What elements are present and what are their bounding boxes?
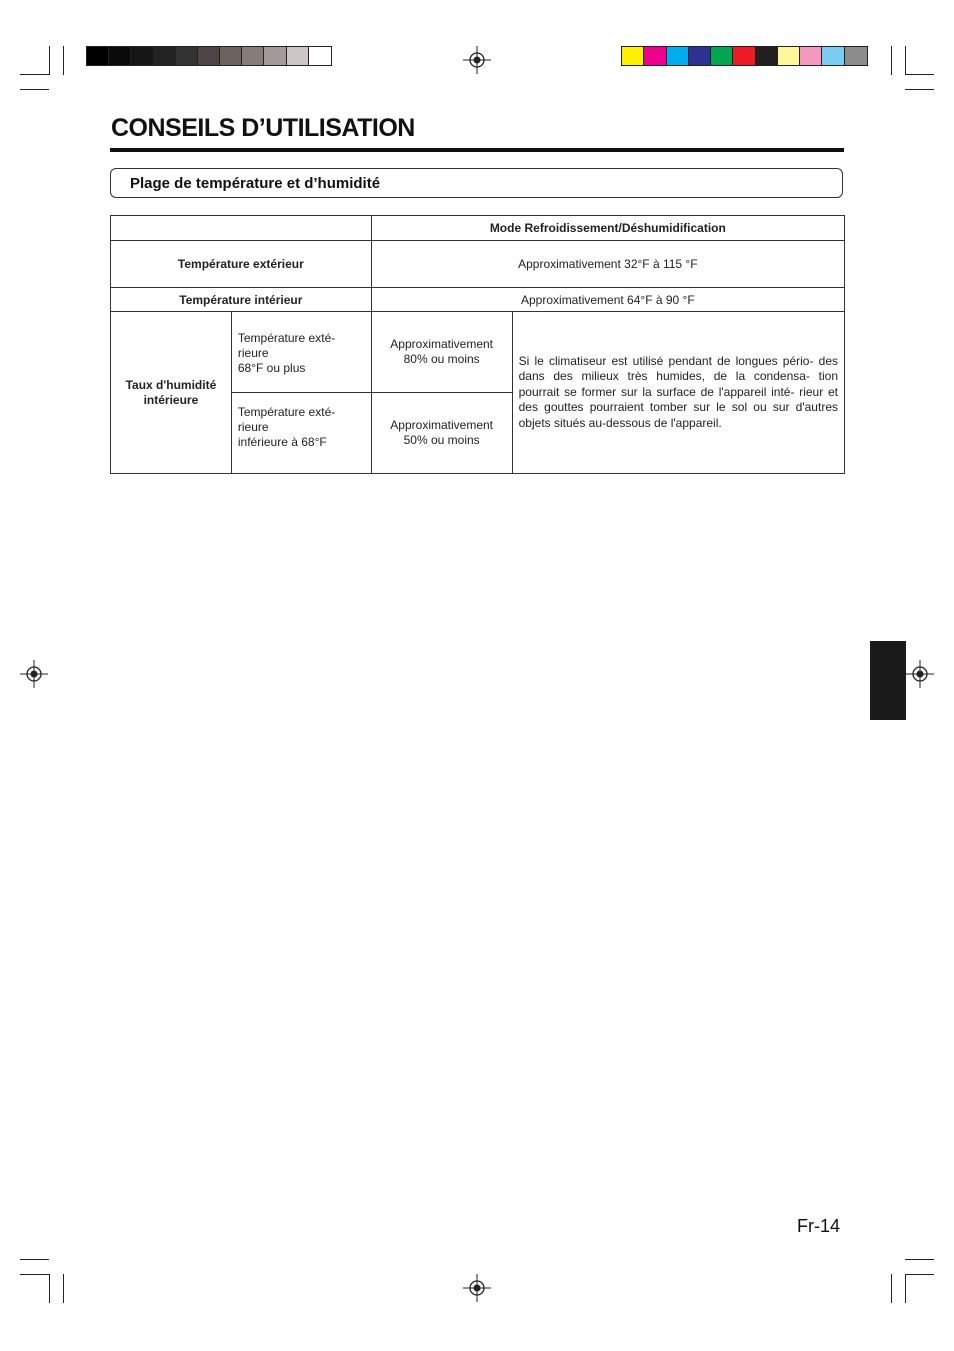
value-line: 80% ou moins bbox=[403, 352, 480, 366]
condensation-note: Si le climatiseur est utilisé pendant de longues pério- des dans des milieux très humides, de la condensa- tion pourrait se former sur la surface de l'appareil inté- rieur et des gouttes pourraient tomber sur le sol ou sur d'autres objets situés au-dessous de l'appareil. bbox=[512, 312, 844, 474]
color-swatch bbox=[131, 47, 153, 65]
color-swatch bbox=[220, 47, 242, 65]
table-row bbox=[111, 241, 845, 288]
page-number: Fr-14 bbox=[797, 1216, 841, 1236]
title-underline bbox=[110, 148, 844, 152]
outdoor-temp-label: Température extérieur bbox=[111, 241, 372, 288]
color-swatch bbox=[264, 47, 286, 65]
color-swatch bbox=[109, 47, 131, 65]
value-line: Approximativement bbox=[390, 418, 494, 432]
table-row bbox=[111, 312, 845, 393]
condition-line: rieure bbox=[237, 346, 269, 360]
outdoor-temp-value: Approximativement 32°F à 115 °F bbox=[371, 241, 844, 288]
condition-line: inférieure à 68°F bbox=[237, 435, 327, 449]
humidity-value-high bbox=[371, 312, 512, 393]
color-swatch bbox=[733, 47, 755, 65]
section-title: Plage de température et d’humidité bbox=[130, 175, 381, 192]
chapter-thumb-tab bbox=[870, 641, 906, 720]
condition-line: 68°F ou plus bbox=[237, 361, 306, 375]
color-swatch bbox=[176, 47, 198, 65]
registration-mark-icon bbox=[463, 1274, 491, 1302]
indoor-temp-label: Température intérieur bbox=[111, 288, 372, 312]
color-swatch bbox=[622, 47, 644, 65]
humidity-label-line: Taux d'humidité bbox=[125, 377, 217, 392]
color-swatch bbox=[287, 47, 309, 65]
value-line: 50% ou moins bbox=[403, 433, 480, 447]
condition-low-temp bbox=[231, 393, 371, 474]
section-heading-box bbox=[110, 168, 843, 198]
color-calibration-bar bbox=[621, 46, 868, 66]
color-swatch bbox=[198, 47, 220, 65]
color-swatch bbox=[800, 47, 822, 65]
condition-line: Température exté- bbox=[237, 405, 336, 419]
table-header-row bbox=[111, 216, 845, 241]
color-swatch bbox=[242, 47, 264, 65]
color-swatch bbox=[711, 47, 733, 65]
color-swatch bbox=[87, 47, 109, 65]
table-row bbox=[111, 288, 845, 312]
condition-high-temp bbox=[231, 312, 371, 393]
humidity-label-line: intérieure bbox=[143, 392, 199, 407]
color-swatch bbox=[778, 47, 800, 65]
condition-line: Température exté- bbox=[237, 331, 336, 345]
color-swatch bbox=[845, 47, 867, 65]
indoor-temp-value: Approximativement 64°F à 90 °F bbox=[371, 288, 844, 312]
temperature-humidity-table bbox=[110, 215, 845, 474]
color-swatch bbox=[689, 47, 711, 65]
humidity-value-low bbox=[371, 393, 512, 474]
condition-line: rieure bbox=[237, 420, 269, 434]
registration-mark-icon bbox=[463, 46, 491, 74]
humidity-label bbox=[111, 312, 232, 474]
color-swatch bbox=[667, 47, 689, 65]
color-swatch bbox=[309, 47, 331, 65]
gray-calibration-bar bbox=[86, 46, 332, 66]
page-title: CONSEILS D’UTILISATION bbox=[111, 114, 415, 142]
mode-header: Mode Refroidissement/Déshumidification bbox=[371, 216, 844, 241]
table-corner-cell bbox=[111, 216, 372, 241]
registration-mark-icon bbox=[20, 660, 48, 688]
value-line: Approximativement bbox=[390, 337, 494, 351]
color-swatch bbox=[154, 47, 176, 65]
color-swatch bbox=[756, 47, 778, 65]
color-swatch bbox=[822, 47, 844, 65]
registration-mark-icon bbox=[906, 660, 934, 688]
color-swatch bbox=[644, 47, 666, 65]
